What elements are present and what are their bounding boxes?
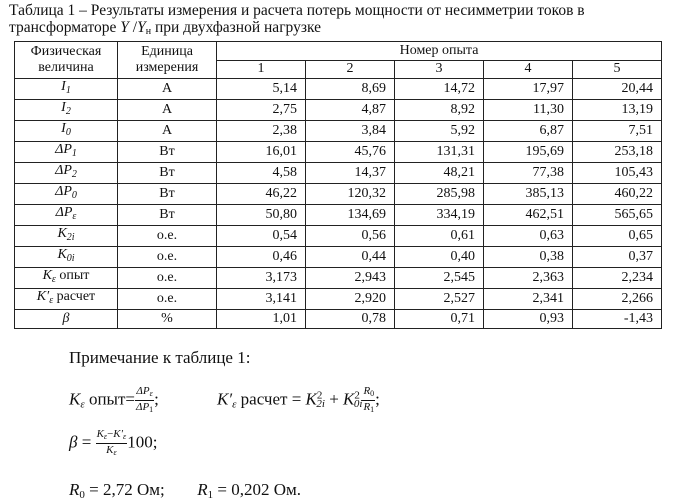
unit-cell: А: [118, 121, 217, 142]
f2-term2-power: 2: [354, 389, 360, 402]
value-cell: 0,65: [573, 226, 662, 247]
f4-r0-value: = 2,72 Ом;: [84, 480, 165, 499]
quantity-subscript: 2: [65, 106, 71, 117]
quantity-subscript: ε: [51, 274, 56, 285]
quantity-subscript: 0: [71, 190, 77, 201]
results-table: [14, 41, 662, 329]
value-cell: 334,19: [395, 205, 484, 226]
quantity-symbol: K: [42, 268, 52, 283]
f2-term1-power: 2: [316, 389, 323, 402]
quantity-subscript: 2: [71, 169, 77, 180]
unit-cell: А: [118, 79, 217, 100]
f2-plus: +: [324, 389, 344, 409]
value-cell: 0,78: [306, 310, 395, 329]
quantity-cell: [15, 79, 118, 100]
note-title: Примечание к таблице 1:: [69, 348, 251, 367]
value-cell: 5,92: [395, 121, 484, 142]
quantity-cell: [15, 100, 118, 121]
value-cell: 4,87: [306, 100, 395, 121]
value-cell: 131,31: [395, 142, 484, 163]
f2-numerator-subscript: 0: [370, 389, 375, 398]
value-cell: 120,32: [306, 184, 395, 205]
value-cell: 0,71: [395, 310, 484, 329]
unit-cell: о.е.: [118, 226, 217, 247]
header-exp-2: 2: [306, 60, 395, 79]
value-cell: -1,43: [573, 310, 662, 329]
value-cell: 0,61: [395, 226, 484, 247]
table-row: [15, 205, 662, 226]
table-row: [15, 247, 662, 268]
value-cell: 2,943: [306, 268, 395, 289]
value-cell: 1,01: [217, 310, 306, 329]
unit-cell: о.е.: [118, 247, 217, 268]
f3-numerator-k-prime-subscript: ε: [123, 432, 127, 441]
value-cell: 4,58: [217, 163, 306, 184]
f3-denominator-k: K: [106, 444, 114, 456]
value-cell: 5,14: [217, 79, 306, 100]
value-cell: 2,341: [484, 289, 573, 310]
value-cell: 3,141: [217, 289, 306, 310]
formula-resistances: [69, 480, 301, 501]
table-row: [15, 163, 662, 184]
quantity-symbol: K: [57, 226, 67, 241]
value-cell: 50,80: [217, 205, 306, 226]
f2-denominator: R: [363, 401, 371, 413]
f3-denominator-subscript: ε: [113, 448, 117, 457]
value-cell: 11,30: [484, 100, 573, 121]
quantity-cell: [15, 268, 118, 289]
value-cell: 46,22: [217, 184, 306, 205]
value-cell: 20,44: [573, 79, 662, 100]
value-cell: 565,65: [573, 205, 662, 226]
value-cell: 16,01: [217, 142, 306, 163]
f2-denominator-subscript: 1: [370, 405, 375, 414]
value-cell: 8,69: [306, 79, 395, 100]
header-exp-5: 5: [573, 60, 662, 79]
quantity-symbol: ΔP: [55, 184, 72, 199]
quantity-subscript: ε: [72, 211, 77, 222]
caption-prefix: Таблица 1 – Результаты измерения и расчета потерь мощности от несимметрии токов в трансформаторе: [9, 2, 585, 36]
value-cell: 2,234: [573, 268, 662, 289]
value-cell: 462,51: [484, 205, 573, 226]
unit-cell: Вт: [118, 184, 217, 205]
unit-cell: %: [118, 310, 217, 329]
value-cell: 14,72: [395, 79, 484, 100]
f2-term2-symbol: K: [343, 389, 355, 409]
f2-lhs-word: расчет: [236, 389, 288, 409]
value-cell: 2,38: [217, 121, 306, 142]
value-cell: 0,56: [306, 226, 395, 247]
f2-lhs-subscript: ε: [232, 398, 237, 411]
f2-fraction: [362, 385, 375, 416]
f3-minus: −: [107, 428, 114, 440]
value-cell: 2,920: [306, 289, 395, 310]
table-row: [15, 79, 662, 100]
formula-k-epsilon-calculated: [217, 385, 380, 416]
value-cell: 0,40: [395, 247, 484, 268]
formula-k-epsilon-experiment: [69, 385, 159, 416]
value-cell: 253,18: [573, 142, 662, 163]
f2-lhs-symbol: K′: [217, 389, 233, 409]
quantity-cell: [15, 247, 118, 268]
value-cell: 0,93: [484, 310, 573, 329]
table-row: [15, 121, 662, 142]
f2-equals: =: [287, 389, 306, 409]
quantity-symbol: ΔP: [55, 142, 72, 157]
quantity-symbol: ΔP: [55, 205, 73, 220]
f3-lhs-beta: β: [69, 432, 78, 452]
table-row: [15, 226, 662, 247]
quantity-cell: [15, 121, 118, 142]
quantity-symbol: β: [62, 310, 70, 326]
value-cell: 3,84: [306, 121, 395, 142]
quantity-subscript: 0: [65, 127, 71, 138]
quantity-subscript: 1: [71, 148, 77, 159]
unit-cell: Вт: [118, 163, 217, 184]
caption-slash: /: [128, 19, 138, 36]
value-cell: 48,21: [395, 163, 484, 184]
value-cell: 2,266: [573, 289, 662, 310]
header-exp-3: 3: [395, 60, 484, 79]
value-cell: 45,76: [306, 142, 395, 163]
table-row: [15, 100, 662, 121]
caption-suffix: при двухфазной нагрузке: [151, 19, 321, 36]
table-caption: [9, 2, 669, 40]
f4-r1-symbol: R: [197, 480, 208, 499]
f1-lhs-subscript: ε: [80, 398, 85, 411]
value-cell: 2,545: [395, 268, 484, 289]
quantity-symbol: I: [61, 100, 66, 115]
quantity-cell: [15, 226, 118, 247]
table-row: [15, 268, 662, 289]
value-cell: 3,173: [217, 268, 306, 289]
f4-r0-symbol: R: [69, 480, 80, 499]
value-cell: 7,51: [573, 121, 662, 142]
quantity-subscript: 2i: [66, 232, 75, 243]
unit-cell: о.е.: [118, 268, 217, 289]
caption-symbol-yn: Y: [137, 19, 146, 36]
f3-equals: =: [77, 432, 96, 452]
f2-numerator: R: [363, 385, 371, 397]
f1-numerator-subscript: ε: [149, 389, 153, 398]
quantity-cell: [15, 289, 118, 310]
value-cell: 13,19: [573, 100, 662, 121]
quantity-symbol: I: [61, 79, 66, 94]
f3-fraction: [96, 428, 128, 459]
quantity-cell: [15, 142, 118, 163]
f1-numerator: ΔP: [136, 385, 150, 397]
value-cell: 0,63: [484, 226, 573, 247]
f2-term1-subscript: 2i: [316, 398, 325, 411]
table-body: [15, 79, 662, 329]
quantity-cell: [15, 184, 118, 205]
value-cell: 134,69: [306, 205, 395, 226]
header-quantity: Физическая величина: [15, 42, 118, 79]
header-row-top: [15, 42, 662, 61]
f1-fraction: [135, 385, 154, 416]
quantity-symbol: K: [57, 247, 67, 262]
header-experiment: Номер опыта: [217, 42, 662, 61]
value-cell: 385,13: [484, 184, 573, 205]
unit-cell: Вт: [118, 205, 217, 226]
quantity-symbol: I: [61, 121, 66, 136]
table-row: [15, 184, 662, 205]
value-cell: 285,98: [395, 184, 484, 205]
f4-r1-subscript: 1: [207, 489, 214, 501]
table-row: [15, 142, 662, 163]
quantity-cell: [15, 310, 118, 329]
quantity-symbol: ΔP: [55, 163, 72, 178]
formula-beta: [69, 428, 157, 459]
quantity-cell: [15, 163, 118, 184]
unit-cell: Вт: [118, 142, 217, 163]
value-cell: 14,37: [306, 163, 395, 184]
value-cell: 0,44: [306, 247, 395, 268]
header-unit: Единица измерения: [118, 42, 217, 79]
f3-numerator-k-prime: K′: [113, 428, 124, 440]
quantity-cell: [15, 205, 118, 226]
value-cell: 0,37: [573, 247, 662, 268]
value-cell: 105,43: [573, 163, 662, 184]
quantity-subscript: ε: [49, 295, 54, 306]
caption-symbol-y: Y: [120, 19, 129, 36]
quantity-label: опыт: [55, 268, 90, 283]
caption-subscript-n: н: [145, 26, 152, 37]
value-cell: 6,87: [484, 121, 573, 142]
table-row: [15, 289, 662, 310]
quantity-label: расчет: [53, 289, 96, 304]
header-exp-1: 1: [217, 60, 306, 79]
f2-term1-symbol: K: [305, 389, 317, 409]
f3-numerator-k: K: [96, 428, 104, 440]
value-cell: 77,38: [484, 163, 573, 184]
value-cell: 17,97: [484, 79, 573, 100]
f1-lhs-word: опыт: [84, 389, 126, 409]
unit-cell: о.е.: [118, 289, 217, 310]
value-cell: 2,527: [395, 289, 484, 310]
value-cell: 2,75: [217, 100, 306, 121]
f1-equals: =: [125, 389, 135, 409]
f1-lhs-symbol: K: [69, 389, 81, 409]
quantity-subscript: 1: [65, 85, 71, 96]
value-cell: 8,92: [395, 100, 484, 121]
f4-r1-value: = 0,202 Ом.: [213, 480, 302, 499]
value-cell: 460,22: [573, 184, 662, 205]
quantity-symbol: K′: [36, 289, 50, 304]
table-row: [15, 310, 662, 329]
unit-cell: А: [118, 100, 217, 121]
value-cell: 0,46: [217, 247, 306, 268]
value-cell: 195,69: [484, 142, 573, 163]
f2-term2-subscript: 0i: [353, 398, 363, 411]
f1-denominator: ΔP: [135, 401, 150, 413]
quantity-subscript: 0i: [66, 253, 75, 264]
f1-denominator-subscript: 1: [149, 405, 154, 414]
value-cell: 2,363: [484, 268, 573, 289]
f3-numerator-k-subscript: ε: [103, 432, 108, 441]
value-cell: 0,54: [217, 226, 306, 247]
f2-semicolon: ;: [375, 389, 380, 409]
f1-semicolon: ;: [154, 389, 159, 409]
header-exp-4: 4: [484, 60, 573, 79]
f4-r0-subscript: 0: [79, 489, 85, 501]
value-cell: 0,38: [484, 247, 573, 268]
f3-factor: 100;: [127, 432, 158, 452]
